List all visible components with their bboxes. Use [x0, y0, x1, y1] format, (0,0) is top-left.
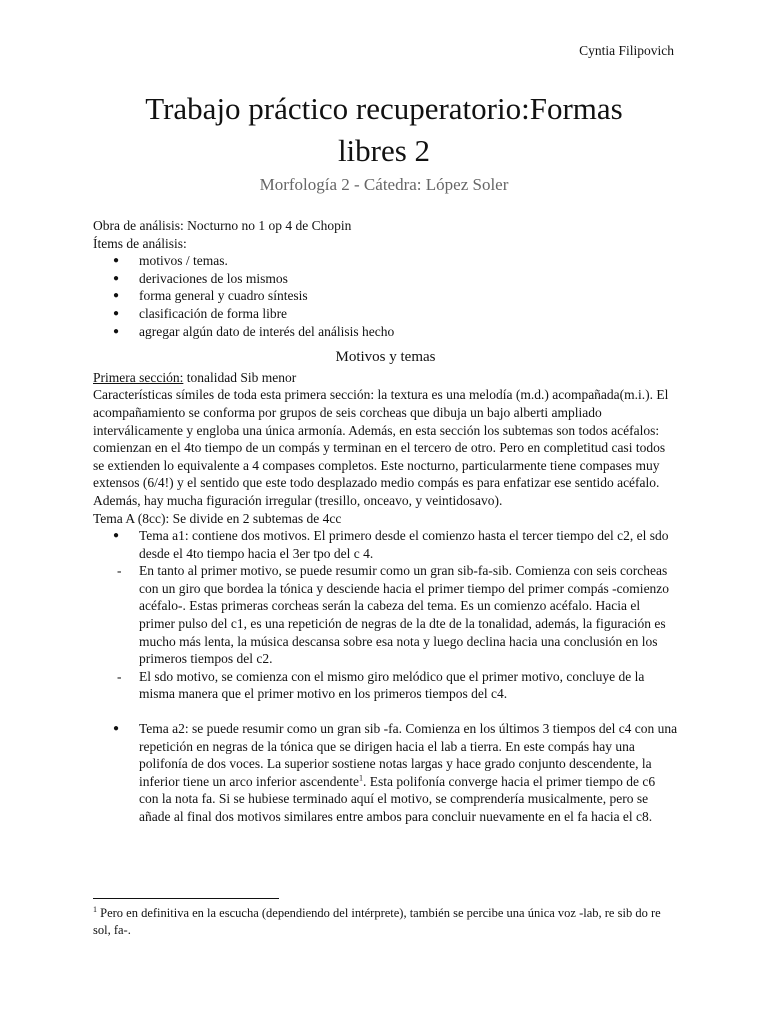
section-heading: Motivos y temas — [335, 349, 436, 366]
tema-a-line: Tema A (8cc): Se divide en 2 subtemas de 4cc — [93, 510, 342, 526]
caracteristicas-paragraph: Características símiles de toda esta primera sección: la textura es una melodía (m.d.) acompañada(m.i.). El acompañamiento se conforma por grupos de seis corcheas que dibuja un bajo alberti ampliado interválicamente y engloba una única armonía. Además, en esta sección los subtemas son todos acéfalos: comienzan en el 4to tiempo de un compás y terminan en el tercero de otro. Pero en completitud casi todos se extienden lo equivalente a 4 compases completos. Este nocturno, particularmente tiene compases muy extensos (6/4!) y el sentido que este todo desplazado medio compás es para enfatizar ese sentido acéfalo. Además, hay mucha figuración irregular (tresillo, onceavo, y veintidosavo). — [93, 387, 669, 508]
footnote-number: 1 — [93, 904, 97, 914]
author-name: Cyntia Filipovich — [579, 43, 674, 58]
tema-a-list — [93, 527, 678, 703]
footnote-ref[interactable]: 1 — [359, 773, 364, 783]
page-title — [90, 88, 678, 172]
list-item-a1-motivo2: - El sdo motivo, se comienza con el mismo giro melódico que el primer motivo, concluye de la misma manera que el primer motivo en los primeros tiempos del c4. — [93, 668, 678, 703]
a2-text-part1: Tema a2: se puede resumir como un gran sib -fa. Comienza en los últimos 3 tiempos del c4 con una repetición en negras de la tónica que se dirigen hacia el lab a tierra. En este compás hay una polifonía de dos voces. La superior sostiene notas largas y hace grado conjunto descendente, la inferior tiene un arco inferior ascendente — [139, 721, 678, 789]
footnote-text: Pero en definitiva en la escucha (dependiendo del intérprete), también se percibe una única voz -lab, re sib do re sol, fa-. — [93, 906, 661, 937]
document-body — [93, 217, 678, 826]
list-item: ● clasificación de forma libre — [93, 305, 678, 323]
page-subtitle: Morfología 2 - Cátedra: López Soler — [259, 175, 509, 194]
footnote — [93, 905, 678, 938]
title-line-1: Trabajo práctico recuperatorio:Formas — [145, 91, 623, 126]
list-item-a2 — [93, 720, 678, 826]
obra-line: Obra de análisis: Nocturno no 1 op 4 de Chopin — [93, 218, 352, 233]
items-list — [93, 252, 678, 340]
list-item-a1-motivo1: - En tanto al primer motivo, se puede resumir como un gran sib-fa-sib. Comienza con seis corcheas con un giro que bordea la tónica y desciende hacia el primer tiempo del primer compás -comienzo acéfalo-. Estas primeras corcheas serán la cabeza del tema. Es un comienzo acéfalo. Hacia el primer pulso del c1, es una repetición de negras de la dte de la tonalidad, además, la figuración es mucho más lenta, la música descansa sobre esa nota y luego declina hacia una conclusión en los primeros tiempos del c2. — [93, 562, 678, 668]
primera-seccion-line — [93, 369, 678, 387]
list-item: ● derivaciones de los mismos — [93, 270, 678, 288]
a2-text-part2: . Esta polifonía converge hacia el primer tiempo de c6 con la nota fa. Si se hubiese terminado aquí el motivo, se comprendería musicalmente, pero se añade al final dos motivos similares entre ambos para concluir nuevamente en el fa hacia el c8. — [139, 773, 656, 824]
list-item: ● forma general y cuadro síntesis — [93, 287, 678, 305]
list-item-a1: ● Tema a1: contiene dos motivos. El primero desde el comienzo hasta el tercer tiempo del c2, el sdo desde el 4to tiempo hacia el 3er tpo del c 4. — [93, 527, 678, 562]
footnote-divider — [93, 898, 279, 899]
items-heading: Ítems de análisis: — [93, 235, 187, 251]
primera-seccion-label: Primera sección: — [93, 369, 184, 385]
title-line-2: libres 2 — [337, 133, 431, 168]
list-item: ● motivos / temas. — [93, 252, 678, 270]
list-item: ● agregar algún dato de interés del análisis hecho — [93, 323, 678, 341]
tema-a2-list — [93, 720, 678, 826]
primera-seccion-text: tonalidad Sib menor — [183, 369, 297, 385]
